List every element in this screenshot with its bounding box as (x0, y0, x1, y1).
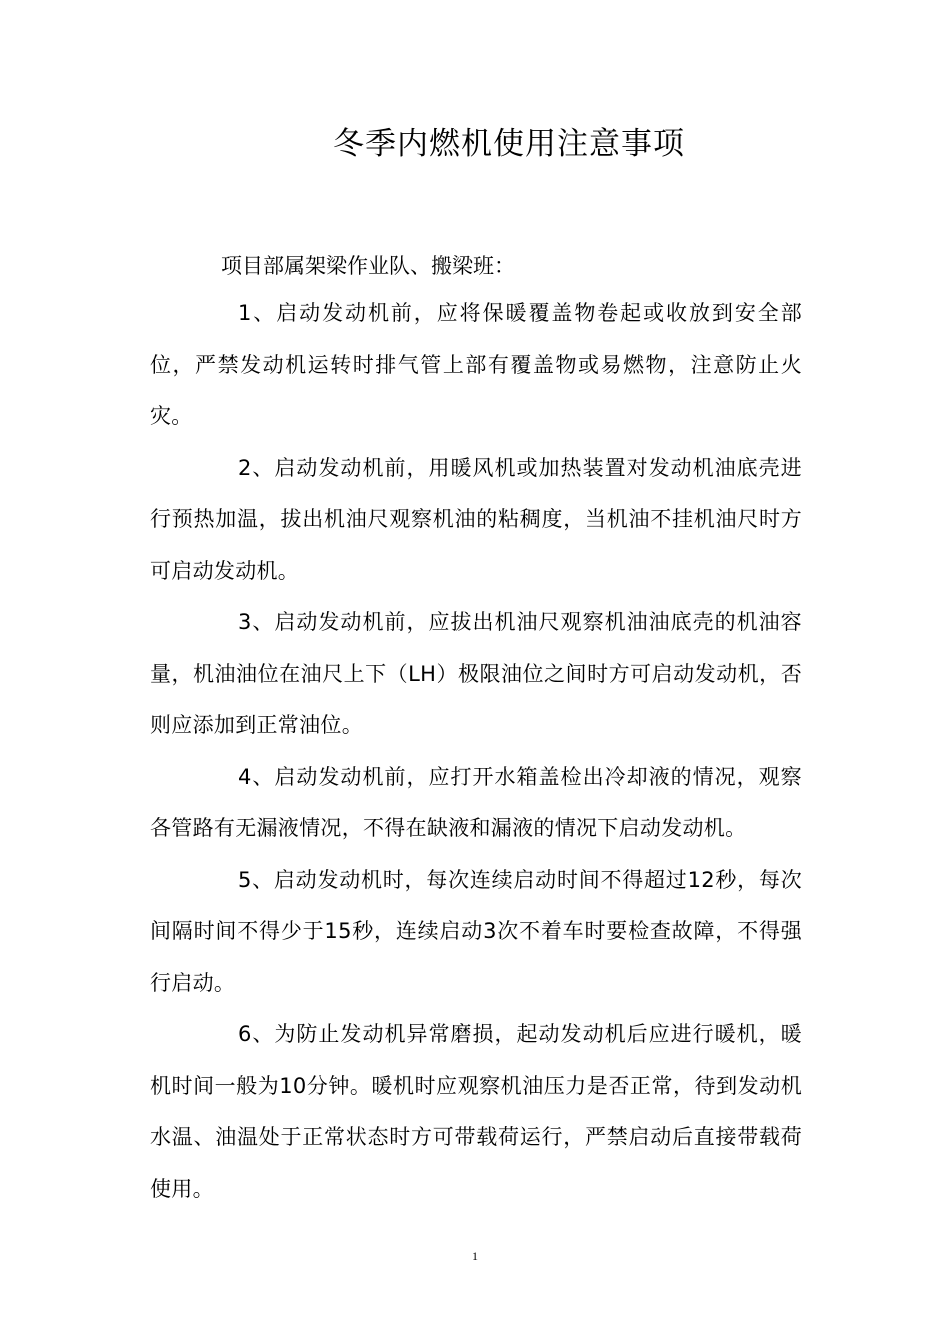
paragraph-5: 5、启动发动机时，每次连续启动时间不得超过12秒，每次间隔时间不得少于15秒，连续启动3次不着车时要检查故障，不得强行启动。 (150, 867, 802, 995)
paragraph-4: 4、启动发动机前，应打开水箱盖检出冷却液的情况，观察各管路有无漏液情况，不得在缺液和漏液的情况下启动发动机。 (150, 764, 802, 840)
paragraph-3: 3、启动发动机前，应拔出机油尺观察机油油底壳的机油容量，机油油位在油尺上下（LH）极限油位之间时方可启动发动机，否则应添加到正常油位。 (150, 610, 802, 737)
paragraph-1: 1、启动发动机前，应将保暖覆盖物卷起或收放到安全部位，严禁发动机运转时排气管上部有覆盖物或易燃物，注意防止火灾。 (150, 301, 802, 428)
paragraph-2: 2、启动发动机前，用暖风机或加热装置对发动机油底壳进行预热加温，拔出机油尺观察机油的粘稠度，当机油不挂机油尺时方可启动发动机。 (150, 455, 802, 583)
document-body (150, 288, 802, 1215)
paragraph-6: 6、为防止发动机异常磨损，起动发动机后应进行暖机，暖机时间一般为10分钟。暖机时应观察机油压力是否正常，待到发动机水温、油温处于正常状态时方可带载荷运行，严禁启动后直接带载荷使用。 (150, 1022, 802, 1201)
document-title: 冬季内燃机使用注意事项 (333, 126, 685, 162)
page-number: 1 (472, 1249, 478, 1263)
salutation: 项目部属架梁作业队、搬梁班： (221, 254, 515, 278)
